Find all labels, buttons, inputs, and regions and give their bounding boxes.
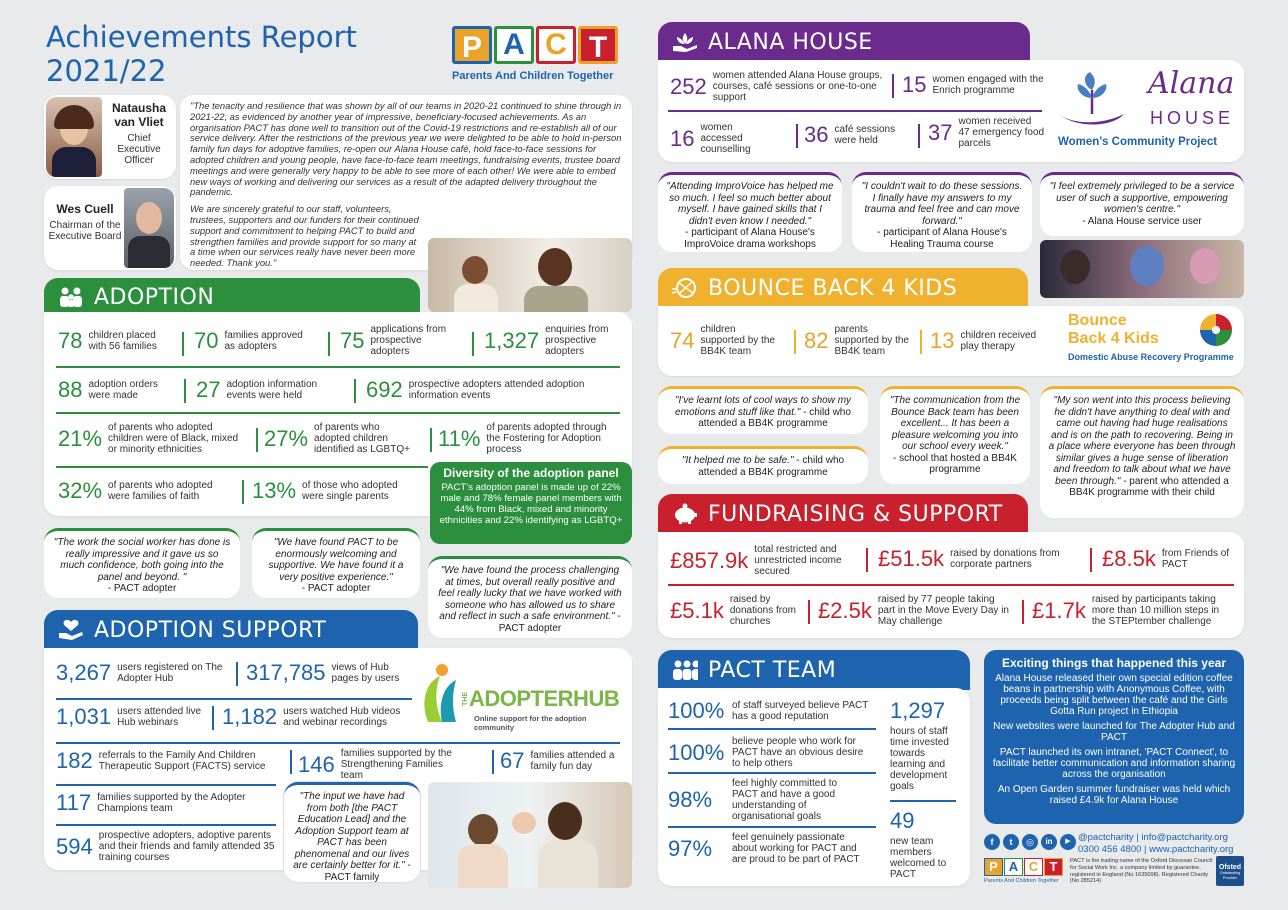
diversity-text: PACT's adoption panel is made up of 22% male and 78% female panel members with 44% from Black, mixed and minority ethnicities and 22% identifying as LGBTQ+ bbox=[439, 482, 623, 526]
diversity-panel bbox=[430, 462, 632, 544]
quote-text: "The work the social worker has done is really impressive and it gave us so much confidence, both going into the panel and beyond. " bbox=[53, 537, 231, 583]
family-icon bbox=[58, 286, 84, 308]
stat-label: total restricted and unrestricted income secured bbox=[754, 544, 842, 577]
stat-label: of parents who adopted children identified as LGBTQ+ bbox=[314, 422, 410, 455]
stat-number: 13 bbox=[930, 328, 955, 353]
stat-number: 1,182 bbox=[222, 704, 278, 729]
quote-text: "I couldn't wait to do these sessions. I finally have my answers to my trauma and feel free and can move forward." bbox=[861, 181, 1023, 227]
adopter-hub-logo bbox=[418, 662, 628, 732]
footer-logo-block-c: C bbox=[1024, 858, 1043, 876]
stat-label: feel highly committed to PACT and have a good understanding of organisational goals bbox=[732, 778, 838, 822]
stat-label: families approved as adopters bbox=[224, 330, 303, 352]
bb4k-logo-sub: Domestic Abuse Recovery Programme bbox=[1068, 352, 1234, 362]
title-line-2: 2021/22 bbox=[46, 54, 167, 88]
stat-label: families supported by the Adopter Champions team bbox=[97, 792, 246, 814]
facebook-icon[interactable]: f bbox=[984, 834, 1000, 850]
stat-number: 88 bbox=[58, 377, 83, 402]
footer-pact-logo bbox=[984, 858, 1070, 886]
quote-card bbox=[1040, 172, 1244, 236]
stat-number: 100% bbox=[668, 698, 725, 723]
stat-label: women attended Alana House groups, courses, café sessions or one-to-one support bbox=[712, 70, 883, 103]
stat-label: referrals to the Family And Children Therapeutic Support (FACTS) service bbox=[98, 750, 266, 772]
alana-logo-sub: Women's Community Project bbox=[1058, 136, 1218, 148]
quote-card bbox=[658, 386, 868, 434]
stat-number: £5.1k bbox=[670, 597, 724, 623]
bb4k-logo-line1: Bounce bbox=[1068, 312, 1127, 329]
stat-label: of parents who adopted children were of Black, mixed or minority ethnicities bbox=[108, 422, 239, 455]
stat-label: raised by 77 people taking part in the Move Every Day in May challenge bbox=[877, 594, 1009, 627]
stat-label: believe people who work for PACT have an obvious desire to help others bbox=[732, 736, 864, 769]
stat-number: 100% bbox=[668, 739, 725, 765]
ceo-name-1: Natausha bbox=[111, 101, 167, 115]
email-link[interactable]: info@pactcharity.org bbox=[1141, 832, 1228, 843]
stat-label: women accessed counselling bbox=[700, 122, 751, 155]
exciting-item: An Open Garden summer fundraiser was held which raised £4.9k for Alana House bbox=[997, 784, 1231, 806]
team-side-stats bbox=[890, 698, 962, 880]
stat-label: feel genuinely passionate about working for PACT and are proud to be part of PACT bbox=[732, 832, 860, 865]
family-photo bbox=[428, 238, 632, 312]
ofsted-label: Ofsted bbox=[1218, 864, 1242, 871]
stat-number: 97% bbox=[668, 835, 713, 861]
fundraising-header bbox=[658, 494, 1028, 534]
adoption-support-heading: ADOPTION SUPPORT bbox=[94, 617, 327, 643]
stat-number: 21% bbox=[58, 425, 103, 451]
stat-label: users registered on The Adopter Hub bbox=[117, 662, 223, 684]
quote-text: "We have found the process challenging at times, but overall really positive and feel really lucky that we have worked with someone who has allowed us to share and reflect in such a safe environment." bbox=[438, 565, 622, 622]
beach-ball-icon bbox=[1198, 312, 1234, 348]
stat-number: 3,267 bbox=[56, 660, 112, 685]
page-title bbox=[46, 20, 357, 88]
stat-number: 27 bbox=[196, 377, 221, 402]
quote-text: "We have found PACT to be enormously welcoming and supportive. We have found it a very positive experience." bbox=[268, 537, 404, 583]
stat-label: adoption information events were held bbox=[226, 379, 318, 401]
team-header bbox=[658, 650, 970, 690]
stat-label: children received play therapy bbox=[960, 330, 1037, 352]
stat-number: 70 bbox=[194, 328, 219, 353]
quote-author: - parent who attended a BB4K programme with their child bbox=[1069, 475, 1229, 498]
stat-number: 146 bbox=[298, 751, 335, 777]
stat-number: 594 bbox=[56, 833, 93, 859]
hub-the: THE bbox=[462, 692, 469, 706]
stat-number: 11% bbox=[438, 425, 481, 451]
quote-author: - school that hosted a BB4K programme bbox=[893, 452, 1017, 475]
women-photo bbox=[1040, 240, 1244, 298]
stat-label: enquiries from prospective adopters bbox=[545, 324, 609, 357]
contact-info: @pactcharity | info@pactcharity.org 0300 456 4800 | www.pactcharity.org bbox=[1078, 832, 1234, 855]
quote-text: "I've learnt lots of cool ways to show my emotions and stuff like that." bbox=[674, 395, 852, 418]
quote-author: - participant of Alana House's ImproVoice drama workshops bbox=[684, 227, 816, 250]
stat-label: children placed with 56 families bbox=[88, 330, 157, 352]
logo-block-t: T bbox=[578, 26, 618, 64]
stat-number: £1.7k bbox=[1032, 597, 1086, 623]
quote-author: - child who attended a BB4K programme bbox=[698, 455, 845, 478]
stat-label: of staff surveyed believe PACT has a good reputation bbox=[732, 700, 869, 722]
ofsted-sub: Outstanding Provider bbox=[1219, 871, 1241, 880]
stat-label: raised by participants taking more than 10 million steps in the STEPtember challenge bbox=[1091, 594, 1220, 627]
quote-author: - PACT family bbox=[324, 860, 411, 883]
exciting-item: PACT launched its own intranet, 'PACT Connect', to facilitate better communication and information sharing across the organisation bbox=[992, 747, 1236, 780]
logo-tagline: Parents And Children Together bbox=[452, 70, 614, 82]
youtube-icon[interactable]: ▶ bbox=[1060, 834, 1076, 850]
stat-number: £51.5k bbox=[878, 546, 945, 571]
stat-label: prospective adopters, adoptive parents and their friends and family attended 35 training courses bbox=[98, 830, 275, 863]
stat-number: 67 bbox=[500, 748, 525, 773]
bb4k-heading: BOUNCE BACK 4 KIDS bbox=[708, 275, 958, 301]
quote-card bbox=[252, 528, 420, 598]
social-handle[interactable]: @pactcharity bbox=[1078, 832, 1134, 843]
chair-name: Wes Cuell bbox=[56, 202, 114, 216]
logo-block-c: C bbox=[536, 26, 576, 64]
chair-role: Chairman of the Executive Board bbox=[48, 220, 122, 242]
intro-paragraph-2: We are sincerely grateful to our staff, volunteers, trustees, supporters and our funders for their continued support and commitment to helping PACT to build and strengthen families and provide support for so many at a time when our services really have never been more needed. Thank you." bbox=[190, 203, 419, 269]
quote-card bbox=[428, 556, 632, 638]
alana-logo-name: Alana bbox=[1148, 66, 1235, 101]
team-heading: PACT TEAM bbox=[708, 657, 837, 683]
alana-logo-house: HOUSE bbox=[1150, 108, 1235, 128]
quote-card bbox=[44, 528, 240, 598]
hub-name: ADOPTERHUB bbox=[469, 686, 620, 711]
twitter-icon[interactable]: t bbox=[1003, 834, 1019, 850]
stat-number: 36 bbox=[804, 122, 829, 147]
piggy-bank-icon bbox=[672, 503, 698, 525]
hub-tagline: Online support for the adoption community bbox=[474, 714, 587, 732]
exciting-item: Alana House released their own special edition coffee beans in partnership with Anonymous Coffee, with proceeds being split between the café and the Girls Gotta Run project in Ethiopia bbox=[995, 673, 1233, 717]
quote-card bbox=[880, 386, 1030, 484]
linkedin-icon[interactable]: in bbox=[1041, 834, 1057, 850]
phone-number[interactable]: 0300 456 4800 bbox=[1078, 844, 1142, 855]
team-icon bbox=[672, 659, 698, 681]
title-line-1: Achievements Report bbox=[46, 20, 357, 54]
exciting-title: Exciting things that happened this year bbox=[1001, 656, 1227, 670]
stat-number: 74 bbox=[670, 327, 695, 353]
footer-logo-block-a: A bbox=[1004, 858, 1023, 876]
stat-number: 82 bbox=[804, 327, 829, 353]
adoption-header bbox=[44, 278, 420, 316]
stat-label: new team members welcomed to PACT bbox=[890, 835, 947, 880]
quote-card bbox=[1040, 386, 1244, 518]
stat-number: 78 bbox=[58, 328, 83, 353]
ceo-name-2: van Vliet bbox=[114, 115, 164, 129]
alana-header bbox=[658, 22, 1030, 62]
footer-logo-block-t: T bbox=[1044, 858, 1063, 876]
stat-label: adoption orders were made bbox=[88, 379, 158, 401]
stat-label: of parents who adopted were families of faith bbox=[108, 480, 213, 502]
stat-label: prospective adopters attended adoption information events bbox=[408, 379, 585, 401]
ceo-card bbox=[44, 95, 176, 179]
logo-block-a: A bbox=[494, 26, 534, 64]
high-five-photo bbox=[428, 782, 632, 888]
stat-number: 32% bbox=[58, 478, 103, 503]
fundraising-heading: FUNDRAISING & SUPPORT bbox=[708, 501, 1003, 527]
stat-label: of parents adopted through the Fostering for Adoption process bbox=[486, 422, 607, 455]
exciting-panel bbox=[984, 650, 1244, 824]
quote-author: - participant of Alana House's Healing Trauma course bbox=[877, 227, 1007, 250]
stat-label: parents supported by the BB4K team bbox=[834, 324, 909, 357]
quote-text: "Attending ImproVoice has helped me so much. I feel so much better about myself. I have gained skills that I didn't even know I needed." bbox=[666, 181, 834, 227]
stat-number: 27% bbox=[264, 425, 309, 451]
instagram-icon[interactable]: ◎ bbox=[1022, 834, 1038, 850]
stat-label: hours of staff time invested towards learning and development goals bbox=[890, 726, 949, 792]
stat-number: 1,327 bbox=[484, 327, 540, 353]
legal-text: PACT is the trading name of the Oxford Diocesan Council for Social Work Inc. a company limited by guarantee, registered in England (No 1635098). Registered Charity (No 285214) bbox=[1070, 858, 1213, 885]
stat-number: 1,297 bbox=[890, 698, 946, 723]
stat-label: families supported by the Strengthening Families team bbox=[340, 748, 452, 781]
quote-card bbox=[658, 172, 842, 252]
stat-number: 16 bbox=[670, 125, 695, 151]
chair-card bbox=[44, 186, 176, 270]
footer-logo-block-p: P bbox=[984, 858, 1003, 876]
footer-logo-tagline: Parents And Children Together bbox=[984, 878, 1059, 884]
stat-number: 49 bbox=[890, 807, 915, 833]
stat-label: views of Hub pages by users bbox=[331, 662, 400, 684]
ceo-photo bbox=[46, 97, 102, 177]
stat-number: 117 bbox=[56, 790, 92, 815]
alana-plant-icon bbox=[1054, 68, 1134, 128]
quote-card bbox=[658, 446, 868, 484]
stat-number: 13% bbox=[252, 478, 297, 503]
bb4k-logo bbox=[1068, 312, 1240, 372]
alana-heading: ALANA HOUSE bbox=[708, 29, 873, 55]
quote-text: "I feel extremely privileged to be a service user of such a supportive, empowering women's centre." bbox=[1049, 181, 1235, 215]
stat-number: 252 bbox=[670, 73, 707, 99]
stat-label: users watched Hub videos and webinar recordings bbox=[283, 706, 401, 728]
stat-label: women received 47 emergency food parcels bbox=[958, 116, 1045, 149]
quote-text: "The input we have had from both [the PACT Education Lead] and the Adoption Support team at PACT has been phenomenal and our lives are certainly better for it." bbox=[293, 791, 410, 871]
stat-label: raised by donations from churches bbox=[729, 594, 796, 627]
stat-label: families attended a family fun day bbox=[530, 750, 615, 772]
stat-number: 75 bbox=[340, 327, 365, 353]
diversity-title: Diversity of the adoption panel bbox=[443, 466, 619, 480]
logo-block-p: P bbox=[452, 26, 492, 64]
quote-text: "The communication from the Bounce Back team has been excellent... It has been a pleasure welcoming you into our school every week." bbox=[889, 395, 1021, 452]
stat-number: £8.5k bbox=[1102, 546, 1156, 571]
exciting-item: New websites were launched for The Adopter Hub and PACT bbox=[993, 721, 1235, 743]
stat-number: 692 bbox=[366, 377, 403, 402]
stat-label: of those who adopted were single parents bbox=[302, 480, 398, 502]
adoption-heading: ADOPTION bbox=[94, 284, 215, 310]
stat-number: £857.9k bbox=[670, 547, 749, 573]
stat-label: applications from prospective adopters bbox=[370, 324, 447, 357]
quote-text: "It helped me to be safe." bbox=[681, 455, 794, 466]
social-links bbox=[984, 834, 1076, 850]
quote-author: - Alana House service user bbox=[1082, 215, 1202, 227]
alana-house-logo bbox=[1054, 66, 1238, 156]
ceo-role: Chief Executive Officer bbox=[117, 133, 161, 166]
bb4k-header bbox=[658, 268, 1028, 308]
quote-card bbox=[852, 172, 1032, 252]
quote-author: - child who attended a BB4K programme bbox=[698, 406, 851, 429]
stat-label: users attended live Hub webinars bbox=[117, 706, 202, 728]
intro-paragraph-1: "The tenacity and resilience that was shown by all of our teams in 2020-21 continued to shine through in 2021-22, as evidenced by another year of impressive, beneficiary-focused achievements. As an organisation PACT has done well to transition out of the Covid-19 restrictions and re-establish all of our service delivery. After the restrictions of the previous year we were delighted to be able to hold in-person family fun days for adoptive families, re-open our Alana House café, hold face-to-face sessions for adopted children and young people, have face-to-face team meetings, fundraising events, trustee board meetings and were generally very happy to be able to see more of each other! We were able to embed new ways of working and delivering our services as a result of the adapted delivery throughout the pandemic. bbox=[190, 100, 622, 198]
ball-icon bbox=[672, 277, 698, 299]
adoption-support-header bbox=[44, 610, 418, 650]
stat-label: children supported by the BB4K team bbox=[700, 324, 775, 357]
stat-label: from Friends of PACT bbox=[1161, 548, 1230, 570]
stat-number: 98% bbox=[668, 787, 713, 812]
pact-logo bbox=[450, 26, 635, 86]
quote-author: - PACT adopter bbox=[107, 583, 177, 594]
quote-card bbox=[284, 782, 420, 882]
heart-hand-icon bbox=[58, 619, 84, 641]
stat-number: 1,031 bbox=[56, 704, 112, 729]
stat-label: raised by donations from corporate partners bbox=[950, 548, 1060, 570]
bb4k-logo-line2: Back 4 Kids bbox=[1068, 330, 1159, 347]
quote-author: - PACT adopter bbox=[498, 611, 621, 634]
stat-number: 37 bbox=[928, 119, 953, 145]
stat-number: 182 bbox=[56, 748, 93, 773]
quote-author: - PACT adopter bbox=[301, 583, 371, 594]
chair-photo bbox=[124, 188, 174, 268]
quote-text: "My son went into this process believing he didn't have anything to deal with and came out having had huge realisations and is on the path to recovering. Being in a place where everyone has been through similar gives a huge sense of liberation and freedom to talk about what we have been through." bbox=[1048, 395, 1236, 487]
lotus-hand-icon bbox=[672, 31, 698, 53]
stat-label: women engaged with the Enrich programme bbox=[932, 74, 1044, 96]
website-link[interactable]: www.pactcharity.org bbox=[1149, 844, 1234, 855]
ofsted-badge bbox=[1216, 856, 1244, 886]
stat-number: 317,785 bbox=[246, 660, 326, 685]
stat-number: 15 bbox=[902, 72, 927, 97]
stat-number: £2.5k bbox=[818, 597, 872, 623]
stat-label: café sessions were held bbox=[834, 124, 896, 146]
